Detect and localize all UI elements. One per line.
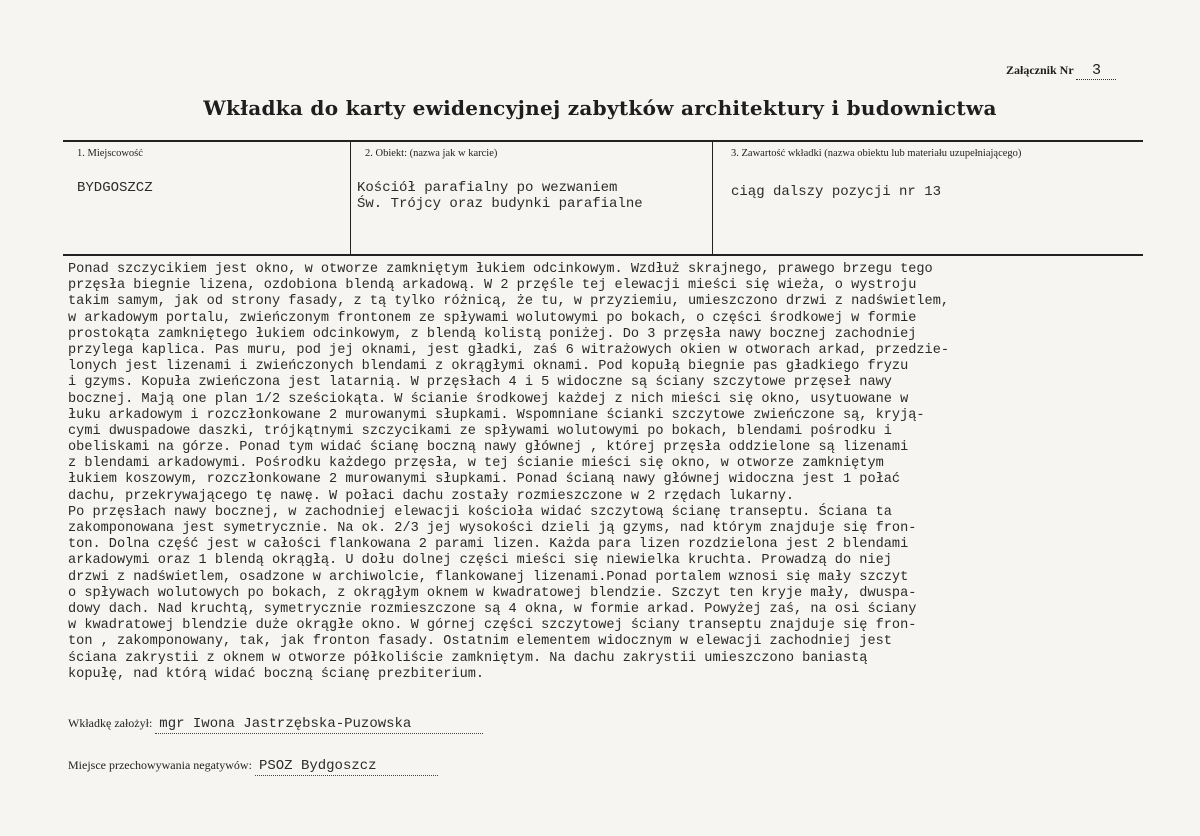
storage-value: PSOZ Bydgoszcz (255, 758, 438, 776)
location-cell (63, 142, 351, 254)
object-label: 2. Obiekt: (nazwa jak w karcie) (365, 148, 498, 159)
object-cell (351, 142, 713, 254)
description-line: drzwi z nadświetlem, osadzone w archiwolcie, flankowanej lizenami.Ponad portalem wznosi się mały szczyt (68, 569, 909, 585)
location-value: BYDGOSZCZ (77, 180, 153, 196)
storage-label: Miejsce przechowywania negatywów: (68, 758, 252, 772)
contents-cell (713, 142, 1143, 254)
description-line: w kwadratowej blendzie duże okrągłe okno. W górnej części szczytowej ściany transeptu znajduje się fron- (68, 618, 917, 634)
description-line: prostokąta zamkniętego łukiem odcinkowym, z blendą kolistą poniżej. Do 3 przęsła nawy bocznej zachodniej (68, 326, 917, 342)
document-title: Wkładka do karty ewidencyjnej zabytków architektury i budownictwa (203, 96, 997, 120)
contents-label: 3. Zawartość wkładki (nazwa obiektu lub materiału uzupełniającego) (731, 148, 1022, 159)
description-line: dachu, przekrywającego tę nawę. W połaci dachu zostały rozmieszczone w 2 rzędach lukarny. (68, 488, 795, 504)
description-line: i gzyms. Kopuła zwieńczona jest latarnią. W przęsłach 4 i 5 widoczne są ściany szczytowe przęseł nawy (68, 375, 892, 391)
author-value: mgr Iwona Jastrzębska-Puzowska (155, 716, 483, 734)
description-line: ściana zakrystii z oknem w otworze półkoliście zamkniętym. Na dachu zakrystii umieszczono baniastą (68, 650, 868, 666)
description-line: takim samym, jak od strony fasady, z tą tylko różnicą, że tu, w przyziemiu, umieszczono drzwi z nadświetlem, (68, 294, 950, 310)
description-text (68, 262, 1168, 683)
storage-row (68, 758, 438, 776)
description-line: ton , zakomponowany, tak, jak fronton fasady. Ostatnim elementem widocznym w elewacji zachodniej jest (68, 634, 892, 650)
description-line: lonych jest lizenami i zwieńczonych blendami z okrągłymi oknami. Pod kopułą biegnie pas gładkiego fryzu (68, 359, 909, 375)
description-line: przęsła biegnie lizena, ozdobiona blendą arkadową. W 2 przęśle tej elewacji mieści się wieża, o wystroju (68, 278, 917, 294)
author-row (68, 716, 483, 734)
description-line: bocznej. Mają one plan 1/2 sześciokąta. W ścianie środkowej każdej z nich mieści się okno, usytuowane w (68, 391, 909, 407)
description-line: kopułę, nad którą widać boczną ścianę prezbiterium. (68, 666, 485, 682)
header-table (63, 140, 1143, 256)
description-line: łuku arkadowym i rozczłonkowane 2 murowanymi słupkami. Wspomniane ścianki szczytowe zwieńczone są, kryją- (68, 407, 925, 423)
description-line: cymi dwuspadowe daszki, trójkątnymi szczycikami ze spływami wolutowymi po bokach, blendami pośrodku i (68, 423, 892, 439)
description-line: dowy dach. Nad kruchtą, symetrycznie rozmieszczone są 4 okna, w formie arkad. Powyżej zaś, na osi ściany (68, 601, 917, 617)
location-label: 1. Miejscowość (77, 148, 143, 159)
author-label: Wkładkę założył: (68, 716, 153, 730)
annex-label: Załącznik Nr (1006, 63, 1074, 77)
contents-value: ciąg dalszy pozycji nr 13 (731, 184, 942, 200)
annex-value: 3 (1076, 62, 1116, 80)
description-line: ton. Dolna część jest w całości flankowana 2 parami lizen. Każda para lizen rozdzielona jest 2 blendami (68, 537, 909, 553)
description-line: zakomponowana jest symetrycznie. Na ok. 2/3 jej wysokości dzieli ją gzyms, nad którym znajduje się fron- (68, 521, 917, 536)
description-line: Po przęsłach nawy bocznej, w zachodniej elewacji kościoła widać szczytową ścianę transeptu. Ściana ta (68, 504, 892, 520)
description-line: łukiem koszowym, rozczłonkowane 2 murowanymi słupkami. Ponad ścianą nawy głównej widoczna jest 1 połać (68, 472, 901, 488)
object-value: Kościół parafialny po wezwaniem Św. Trójcy oraz budynki parafialne (357, 180, 643, 212)
description-line: obeliskami na górze. Ponad tym widać ścianę boczną nawy głównej , której przęsła oddzielone są lizenami (68, 440, 909, 456)
description-line: przylega kaplica. Pas muru, pod jej oknami, jest gładki, zaś 6 witrażowych okien w otworach arkad, przedzie- (68, 342, 950, 358)
description-line: w arkadowym portalu, zwieńczonym frontonem ze spływami wolutowymi po bokach, o części środkowej w formie (68, 310, 917, 326)
description-line: arkadowymi oraz 1 blendą okrągłą. U dołu dolnej części mieści się niewielka kruchta. Prowadzą do niej (68, 553, 892, 569)
description-line: Ponad szczycikiem jest okno, w otworze zamkniętym łukiem odcinkowym. Wzdłuż skrajnego, prawego brzegu tego (68, 262, 933, 277)
annex-number (1006, 62, 1116, 80)
description-line: z blendami arkadowymi. Pośrodku każdego przęsła, w tej ścianie mieści się okno, w otworze zamkniętym (68, 456, 884, 472)
description-line: o spływach wolutowych po bokach, z okrągłym oknem w kwadratowej blendzie. Szczyt ten kryje mały, dwuspa- (68, 585, 917, 601)
